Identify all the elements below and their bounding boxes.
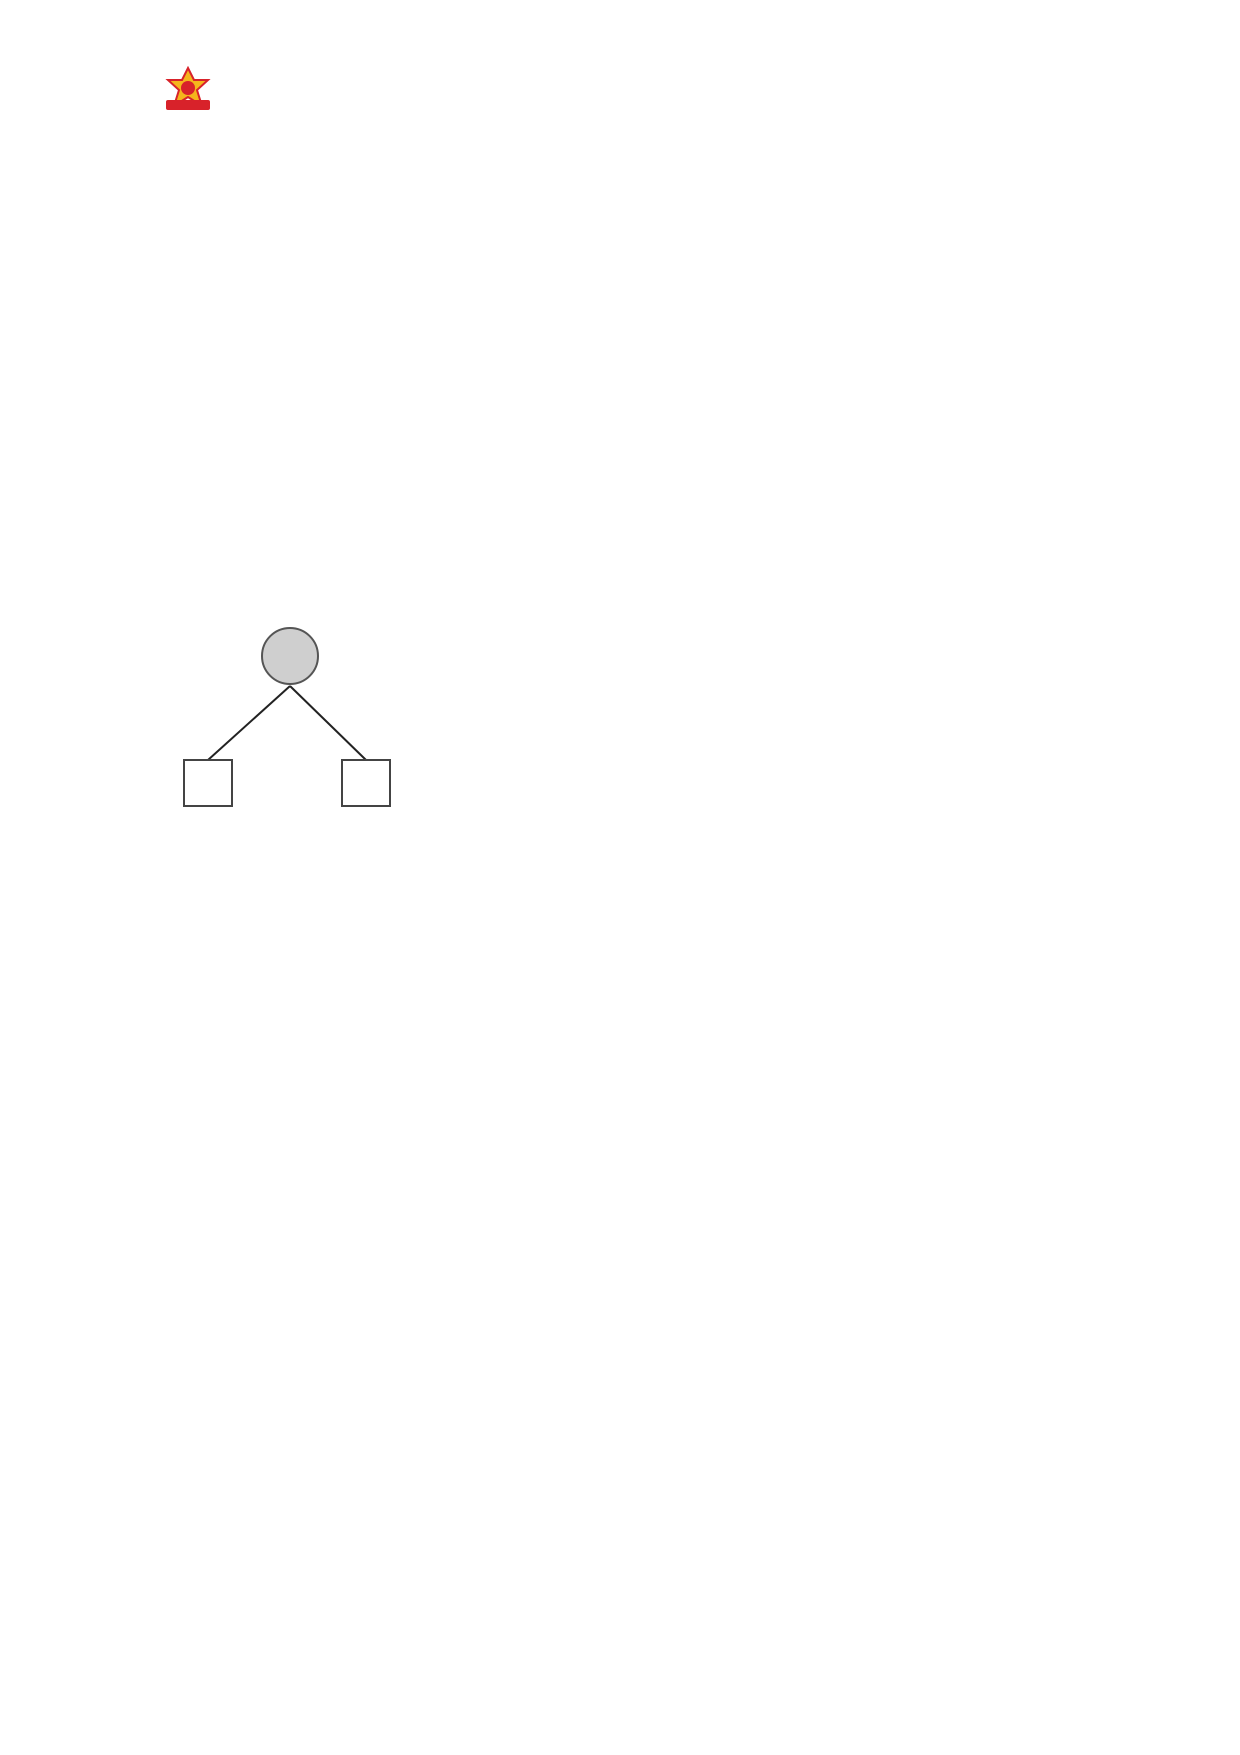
vndoc-logo[interactable] — [164, 62, 334, 122]
can-matching-picture — [200, 1375, 1040, 1585]
bond-line-right — [290, 686, 366, 760]
bond-left-box — [184, 760, 232, 806]
marble-bags-picture — [160, 1140, 580, 1280]
bond-right-box[interactable] — [342, 760, 390, 806]
bond-top-circle — [262, 628, 318, 684]
bond-line-left — [208, 686, 290, 760]
logo-emblem-icon — [164, 66, 212, 116]
number-bond-diagram — [160, 620, 400, 815]
